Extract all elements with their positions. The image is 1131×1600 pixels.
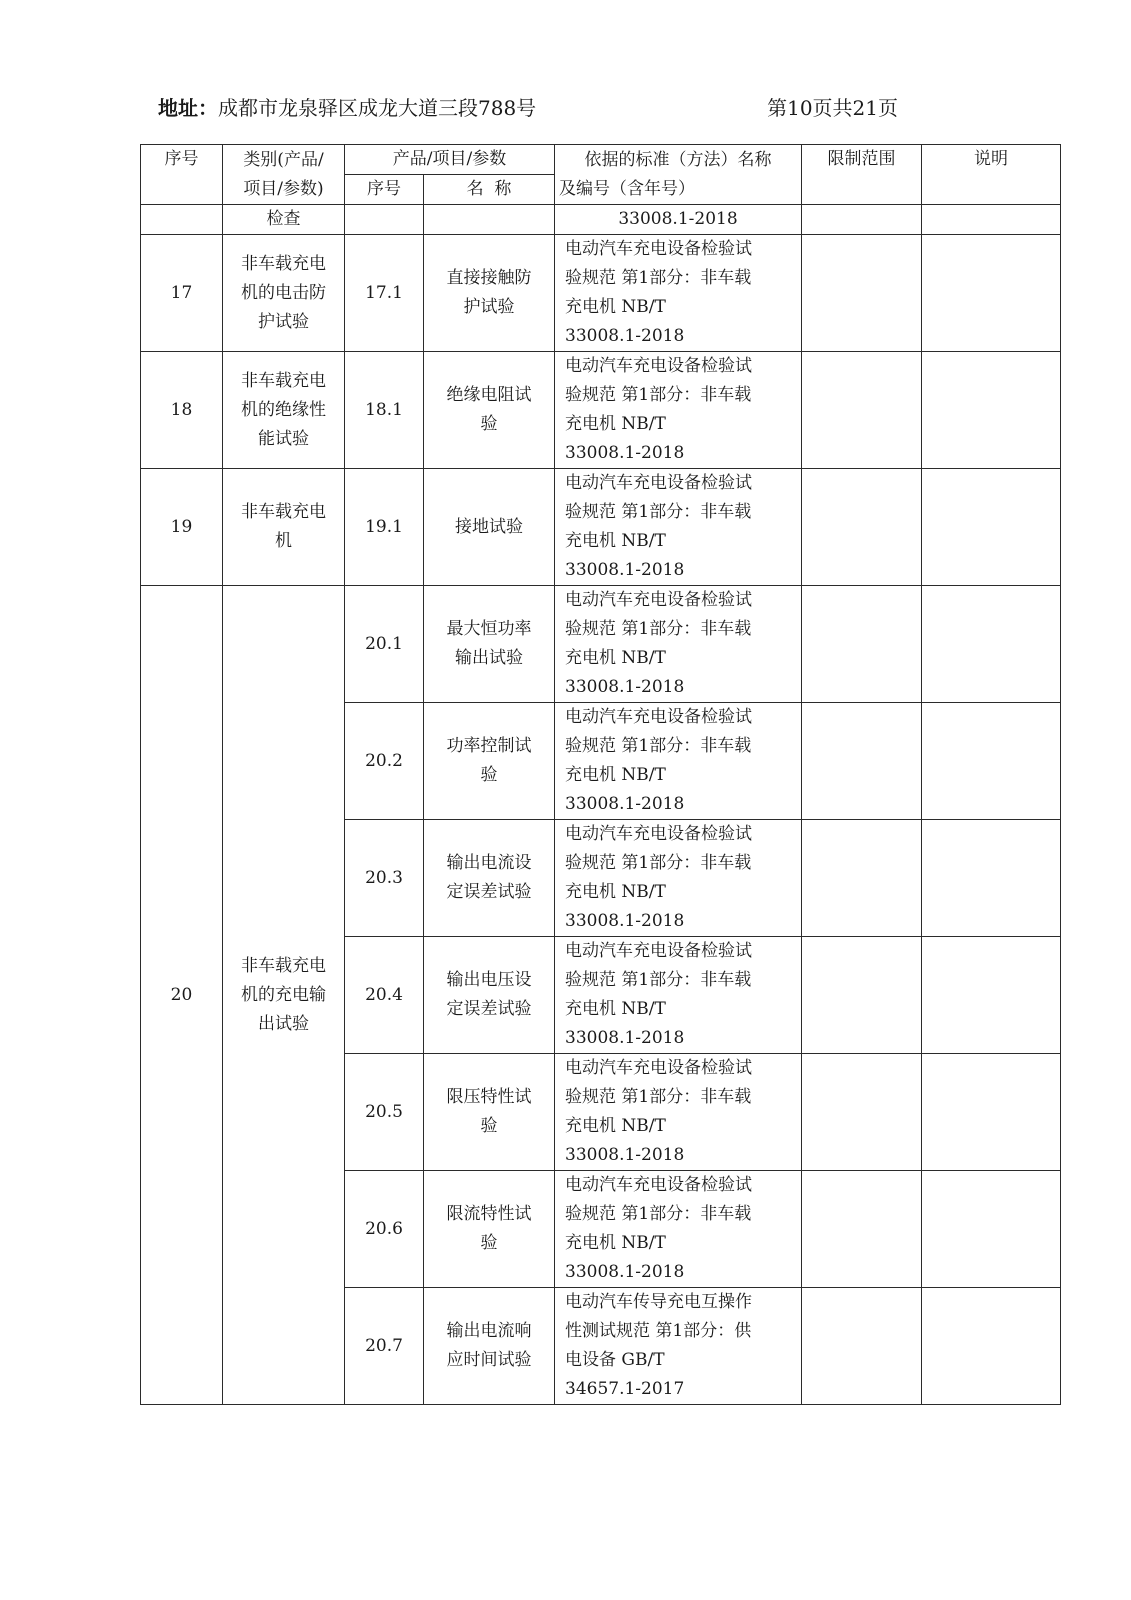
header-category-line2: 项目/参数) bbox=[243, 178, 324, 199]
category-line: 能试验 bbox=[258, 428, 309, 449]
item-note bbox=[922, 1054, 1061, 1171]
item-name-line: 输出试验 bbox=[455, 648, 523, 668]
standard-line: 充电机 NB/T bbox=[565, 999, 666, 1019]
item-seq: 20.7 bbox=[345, 1288, 424, 1405]
category-line: 非车载充电 bbox=[241, 502, 326, 522]
item-name-line: 接地试验 bbox=[455, 516, 523, 537]
category-line: 机的绝缘性 bbox=[241, 399, 326, 420]
item-name-line: 限流特性试 bbox=[446, 1204, 532, 1224]
standard-line: 33008.1-2018 bbox=[565, 443, 685, 463]
item-seq: 19.1 bbox=[345, 469, 424, 586]
standard-line: 验规范 第1部分：非车载 bbox=[565, 268, 752, 288]
standard-line: 验规范 第1部分：非车载 bbox=[565, 619, 752, 639]
item-limit bbox=[802, 703, 922, 820]
standard-line: 性测试规范 第1部分：供 bbox=[565, 1321, 752, 1341]
item-limit bbox=[802, 820, 922, 937]
item-note bbox=[922, 469, 1061, 586]
item-note bbox=[922, 1171, 1061, 1288]
item-name bbox=[424, 937, 555, 1054]
scope-table bbox=[140, 144, 1061, 1405]
standard-line: 充电机 NB/T bbox=[565, 1116, 666, 1136]
item-note bbox=[922, 235, 1061, 352]
cont-limit bbox=[802, 205, 922, 235]
standard-line: 33008.1-2018 bbox=[565, 911, 685, 931]
item-name-line: 定误差试验 bbox=[446, 882, 532, 902]
item-name bbox=[424, 352, 555, 469]
standard-line: 电动汽车传导充电互操作 bbox=[565, 1292, 752, 1312]
item-limit bbox=[802, 469, 922, 586]
item-name-line: 输出电压设 bbox=[446, 970, 532, 990]
item-name bbox=[424, 235, 555, 352]
header-item-seq: 序号 bbox=[345, 175, 424, 205]
item-standard bbox=[555, 235, 802, 352]
cont-category: 检查 bbox=[223, 205, 345, 235]
item-limit bbox=[802, 586, 922, 703]
standard-line: 电动汽车充电设备检验试 bbox=[565, 1175, 752, 1195]
item-name-line: 应时间试验 bbox=[446, 1350, 532, 1370]
cont-standard: 33008.1-2018 bbox=[555, 205, 802, 235]
header-row-1 bbox=[141, 145, 1061, 175]
cont-item-name bbox=[424, 205, 555, 235]
item-name bbox=[424, 1171, 555, 1288]
header-note: 说明 bbox=[922, 145, 1061, 205]
address bbox=[158, 92, 536, 121]
standard-line: 验规范 第1部分：非车载 bbox=[565, 970, 752, 990]
item-seq: 20.2 bbox=[345, 703, 424, 820]
standard-line: 33008.1-2018 bbox=[565, 794, 685, 814]
header-seq: 序号 bbox=[141, 145, 223, 205]
header-standard bbox=[555, 145, 802, 205]
cont-item-seq bbox=[345, 205, 424, 235]
item-note bbox=[922, 1288, 1061, 1405]
category-line: 非车载充电 bbox=[241, 253, 326, 274]
standard-line: 验规范 第1部分：非车载 bbox=[565, 853, 752, 873]
standard-line: 充电机 NB/T bbox=[565, 765, 666, 785]
header-item-name: 名 称 bbox=[424, 175, 555, 205]
item-limit bbox=[802, 1171, 922, 1288]
item-name-line: 验 bbox=[480, 414, 498, 434]
group-seq: 19 bbox=[141, 469, 223, 586]
page-header bbox=[158, 88, 898, 124]
standard-line: 33008.1-2018 bbox=[565, 1145, 685, 1165]
item-note bbox=[922, 352, 1061, 469]
item-seq: 18.1 bbox=[345, 352, 424, 469]
group-seq: 18 bbox=[141, 352, 223, 469]
standard-line: 33008.1-2018 bbox=[565, 560, 685, 580]
standard-line: 充电机 NB/T bbox=[565, 297, 666, 317]
header-category bbox=[223, 145, 345, 205]
standard-line: 电动汽车充电设备检验试 bbox=[565, 473, 752, 493]
item-note bbox=[922, 586, 1061, 703]
item-name-line: 定误差试验 bbox=[446, 999, 532, 1019]
category-line: 机的电击防 bbox=[241, 282, 326, 303]
category-line: 机 bbox=[275, 531, 292, 551]
item-standard bbox=[555, 586, 802, 703]
standard-line: 电动汽车充电设备检验试 bbox=[565, 824, 752, 844]
item-limit bbox=[802, 1054, 922, 1171]
cont-note bbox=[922, 205, 1061, 235]
standard-line: 电动汽车充电设备检验试 bbox=[565, 590, 752, 610]
item-seq: 20.6 bbox=[345, 1171, 424, 1288]
item-note bbox=[922, 820, 1061, 937]
standard-line: 34657.1-2017 bbox=[565, 1379, 685, 1399]
category-line: 非车载充电 bbox=[241, 370, 326, 391]
item-seq: 20.4 bbox=[345, 937, 424, 1054]
item-name-line: 绝缘电阻试 bbox=[446, 385, 532, 405]
item-note bbox=[922, 937, 1061, 1054]
item-name-line: 护试验 bbox=[463, 297, 515, 317]
address-label: 地址： bbox=[158, 96, 218, 120]
item-name-line: 输出电流设 bbox=[446, 853, 532, 873]
item-name-line: 最大恒功率 bbox=[446, 619, 532, 639]
item-name bbox=[424, 1054, 555, 1171]
item-name bbox=[424, 820, 555, 937]
standard-line: 验规范 第1部分：非车载 bbox=[565, 385, 752, 405]
group-seq: 20 bbox=[141, 586, 223, 1405]
item-limit bbox=[802, 937, 922, 1054]
item-name bbox=[424, 469, 555, 586]
standard-line: 验规范 第1部分：非车载 bbox=[565, 1087, 752, 1107]
item-name bbox=[424, 1288, 555, 1405]
continuation-row bbox=[141, 205, 1061, 235]
standard-line: 电动汽车充电设备检验试 bbox=[565, 941, 752, 961]
standard-line: 验规范 第1部分：非车载 bbox=[565, 502, 752, 522]
item-seq: 20.5 bbox=[345, 1054, 424, 1171]
item-name-line: 输出电流响 bbox=[446, 1321, 532, 1341]
category-line: 护试验 bbox=[258, 311, 309, 332]
item-name bbox=[424, 703, 555, 820]
category-line: 非车载充电 bbox=[241, 955, 326, 976]
item-note bbox=[922, 703, 1061, 820]
category-line: 机的充电输 bbox=[241, 984, 326, 1005]
standard-line: 电动汽车充电设备检验试 bbox=[565, 356, 752, 376]
item-name bbox=[424, 586, 555, 703]
item-name-line: 验 bbox=[480, 765, 498, 785]
group-seq: 17 bbox=[141, 235, 223, 352]
item-limit bbox=[802, 235, 922, 352]
table-row bbox=[141, 469, 1061, 586]
group-category bbox=[223, 235, 345, 352]
item-name-line: 验 bbox=[480, 1233, 498, 1253]
standard-line: 充电机 NB/T bbox=[565, 414, 666, 434]
item-standard bbox=[555, 1171, 802, 1288]
standard-line: 33008.1-2018 bbox=[565, 1262, 685, 1282]
standard-line: 验规范 第1部分：非车载 bbox=[565, 736, 752, 756]
item-seq: 17.1 bbox=[345, 235, 424, 352]
standard-line: 电动汽车充电设备检验试 bbox=[565, 239, 752, 259]
category-line: 出试验 bbox=[258, 1013, 309, 1034]
header-category-line1: 类别(产品/ bbox=[243, 149, 324, 170]
table-body bbox=[141, 145, 1061, 1405]
header-item-group: 产品/项目/参数 bbox=[345, 145, 555, 175]
standard-line: 充电机 NB/T bbox=[565, 648, 666, 668]
standard-line: 电动汽车充电设备检验试 bbox=[565, 1058, 752, 1078]
page-number: 第10页共21页 bbox=[767, 96, 898, 120]
header-limit: 限制范围 bbox=[802, 145, 922, 205]
item-standard bbox=[555, 937, 802, 1054]
item-name-line: 直接接触防 bbox=[446, 268, 532, 288]
standard-line: 充电机 NB/T bbox=[565, 1233, 666, 1253]
standard-line: 充电机 NB/T bbox=[565, 531, 666, 551]
item-standard bbox=[555, 469, 802, 586]
item-seq: 20.1 bbox=[345, 586, 424, 703]
standard-line: 充电机 NB/T bbox=[565, 882, 666, 902]
standard-line: 33008.1-2018 bbox=[565, 677, 685, 697]
table-row bbox=[141, 235, 1061, 352]
group-category bbox=[223, 586, 345, 1405]
address-text: 成都市龙泉驿区成龙大道三段788号 bbox=[218, 96, 537, 120]
item-limit bbox=[802, 1288, 922, 1405]
header-standard-line1: 依据的标准（方法）名称 bbox=[584, 149, 772, 170]
item-standard bbox=[555, 1288, 802, 1405]
item-limit bbox=[802, 352, 922, 469]
standard-line: 电设备 GB/T bbox=[565, 1350, 665, 1370]
item-standard bbox=[555, 820, 802, 937]
standard-line: 33008.1-2018 bbox=[565, 326, 685, 346]
item-name-line: 验 bbox=[480, 1116, 498, 1136]
item-seq: 20.3 bbox=[345, 820, 424, 937]
item-name-line: 功率控制试 bbox=[446, 736, 532, 756]
group-category bbox=[223, 469, 345, 586]
item-name-line: 限压特性试 bbox=[446, 1087, 532, 1107]
standard-line: 33008.1-2018 bbox=[565, 1028, 685, 1048]
table-row bbox=[141, 586, 1061, 703]
group-category bbox=[223, 352, 345, 469]
item-standard bbox=[555, 1054, 802, 1171]
table-row bbox=[141, 352, 1061, 469]
standard-line: 验规范 第1部分：非车载 bbox=[565, 1204, 752, 1224]
item-standard bbox=[555, 352, 802, 469]
header-standard-line2: 及编号（含年号） bbox=[559, 178, 695, 199]
standard-line: 电动汽车充电设备检验试 bbox=[565, 707, 752, 727]
item-standard bbox=[555, 703, 802, 820]
cont-seq bbox=[141, 205, 223, 235]
